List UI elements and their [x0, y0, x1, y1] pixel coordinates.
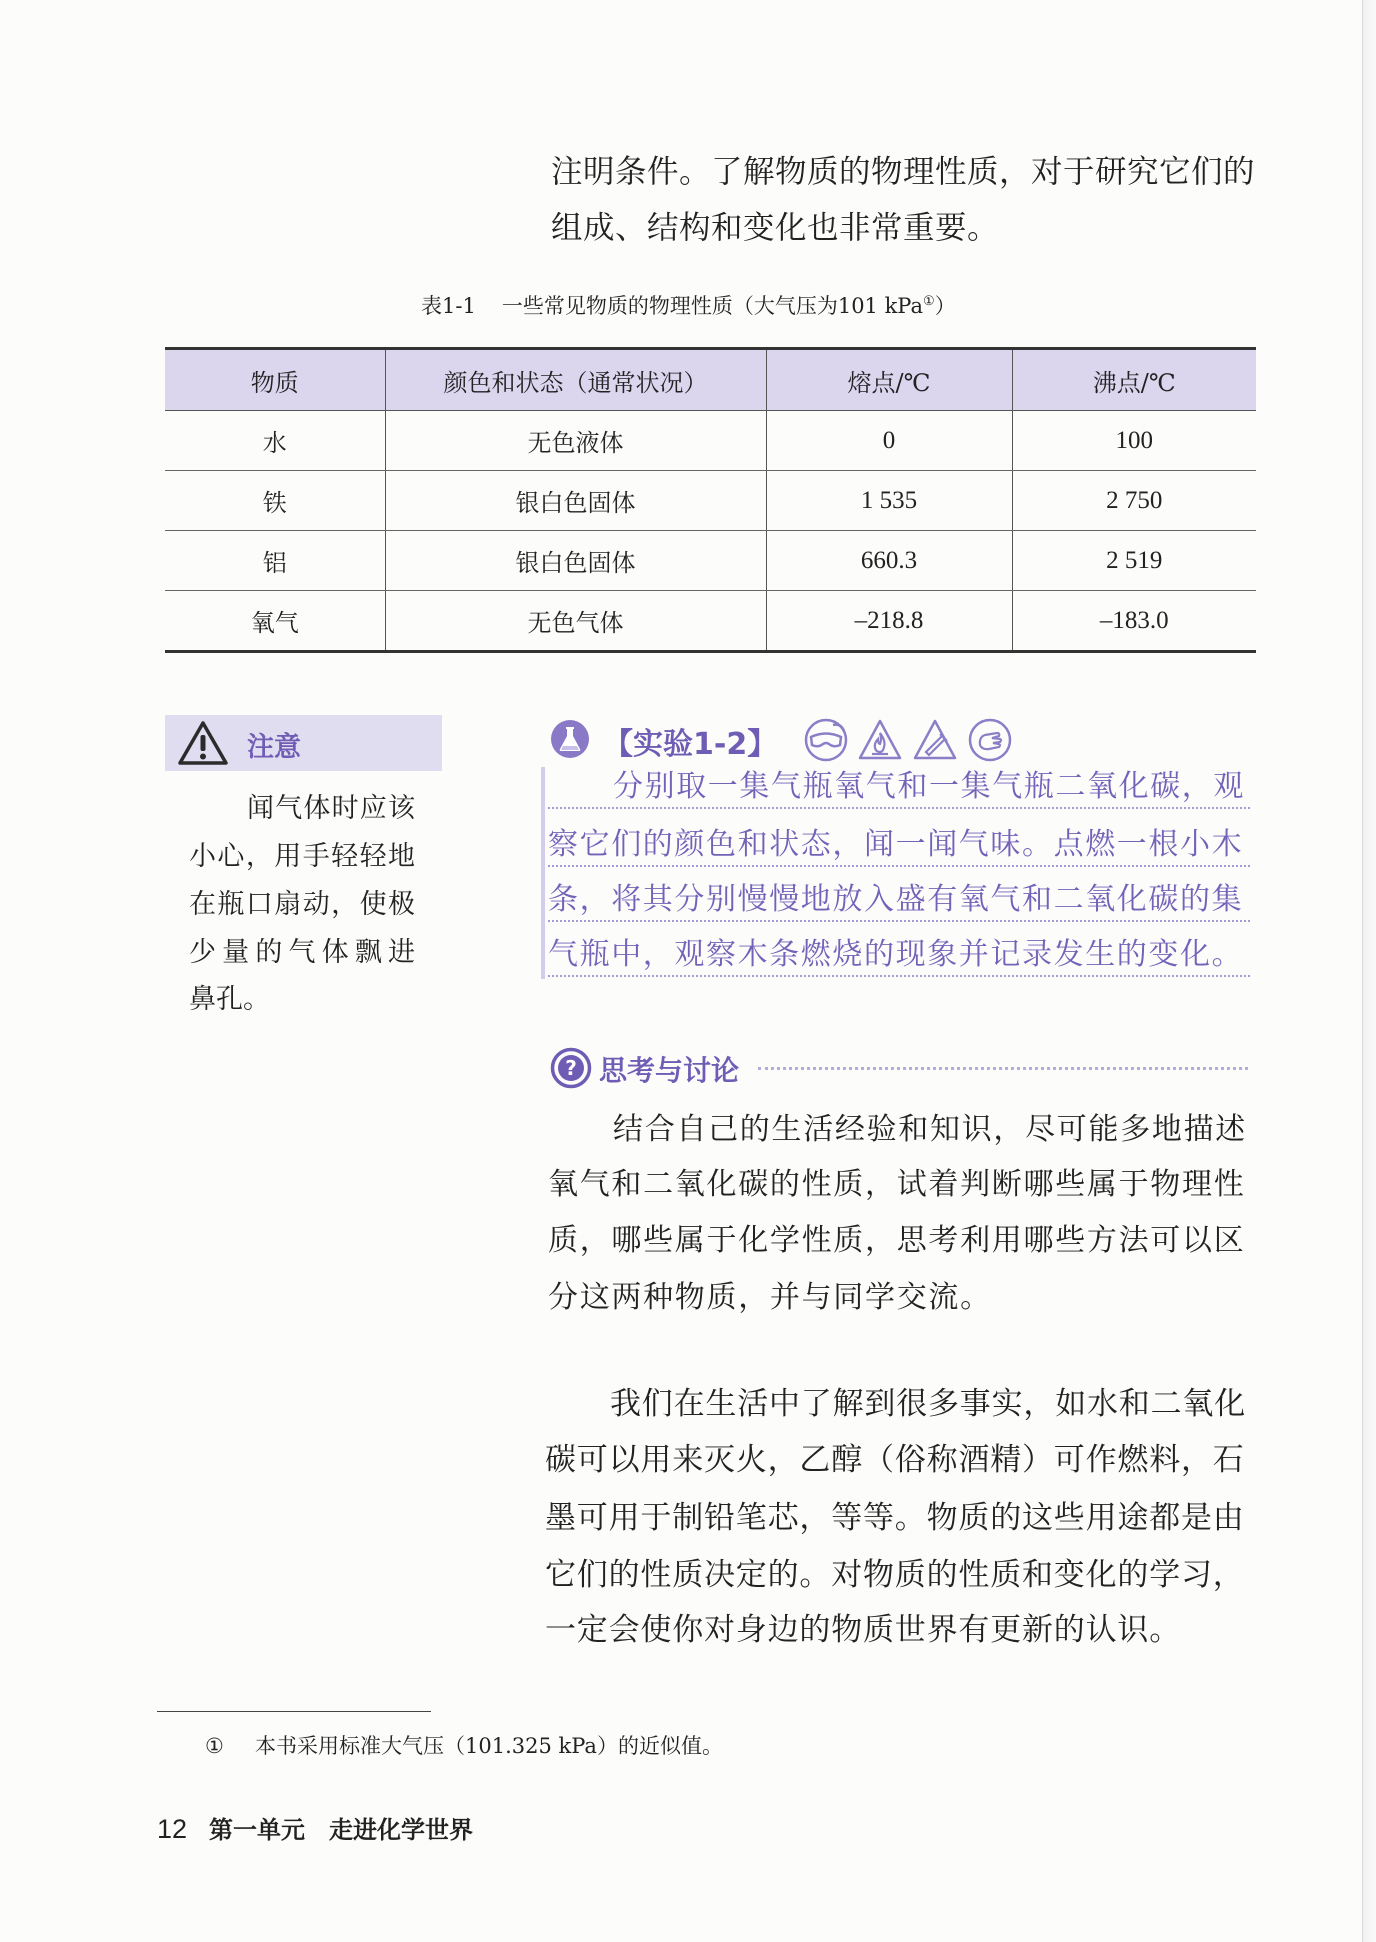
table-cell: 银白色固体	[385, 471, 766, 531]
table-header-row	[165, 349, 1256, 411]
warning-icon	[177, 719, 229, 771]
discussion-title: 思考与讨论	[599, 1054, 740, 1087]
table-caption-text: 一些常见物质的物理性质（大气压为101 kPa	[501, 294, 924, 318]
page-edge-shadow	[1363, 0, 1376, 1942]
table-row	[165, 411, 1256, 471]
experiment-line: 分别取一集气瓶氧气和一集气瓶二氧化碳，观	[548, 767, 1250, 809]
table-cell: 铝	[165, 531, 385, 591]
table-cell: 铁	[165, 471, 385, 531]
experiment-line: 气瓶中，观察木条燃烧的现象并记录发生的变化。	[548, 935, 1250, 977]
table-cell: 无色气体	[385, 591, 766, 652]
experiment-line: 条，将其分别慢慢地放入盛有氧气和二氧化碳的集	[548, 880, 1250, 922]
table-cell: 无色液体	[385, 411, 766, 471]
footnote	[205, 1730, 723, 1760]
column-header-boiling-point: 沸点/℃	[1012, 349, 1256, 411]
column-header-appearance: 颜色和状态（通常状况）	[385, 349, 766, 411]
table-row	[165, 591, 1256, 652]
table-cell: 100	[1012, 411, 1256, 471]
page-number: 12	[157, 1814, 188, 1844]
table-cell: 银白色固体	[385, 531, 766, 591]
note-line: 鼻孔。	[189, 984, 270, 1015]
footnote-reference: ①	[923, 294, 935, 309]
note-line: 小心，用手轻轻地	[189, 841, 415, 872]
table-caption-close: ）	[934, 294, 956, 318]
table-cell: 氧气	[165, 591, 385, 652]
table-row	[165, 471, 1256, 531]
table-cell: 2 750	[1012, 471, 1256, 531]
intro-line: 组成、结构和变化也非常重要。	[551, 210, 1000, 246]
properties-table	[165, 347, 1256, 653]
body-line: 碳可以用来灭火，乙醇（俗称酒精）可作燃料，石	[545, 1442, 1245, 1478]
table-cell: 水	[165, 411, 385, 471]
note-line: 少量的气体飘进	[189, 937, 415, 968]
question-icon	[550, 1047, 592, 1093]
column-header-substance: 物质	[165, 349, 385, 411]
experiment-title: 【实验1-2】	[603, 727, 778, 762]
intro-line: 注明条件。了解物质的物理性质，对于研究它们的	[551, 154, 1256, 190]
open-flame-icon	[857, 717, 903, 767]
table-cell: –183.0	[1012, 591, 1256, 652]
body-line: 一定会使你对身边的物质世界有更新的认识。	[545, 1612, 1181, 1648]
table-cell: 2 519	[1012, 531, 1256, 591]
table-row	[165, 531, 1256, 591]
caution-icon	[912, 717, 958, 767]
wash-hands-icon	[967, 717, 1013, 767]
note-title: 注意	[247, 732, 301, 763]
page-footer	[157, 1810, 473, 1845]
footnote-text: 本书采用标准大气压（101.325 kPa）的近似值。	[255, 1734, 723, 1758]
note-line: 闻气体时应该	[247, 793, 415, 824]
footnote-rule	[157, 1711, 431, 1712]
discussion-line: 氧气和二氧化碳的性质，试着判断哪些属于物理性	[548, 1167, 1246, 1202]
table-caption	[421, 290, 956, 320]
note-line: 在瓶口扇动，使极	[189, 889, 415, 920]
table-cell: –218.8	[766, 591, 1012, 652]
table-cell: 0	[766, 411, 1012, 471]
goggles-icon	[803, 717, 849, 767]
unit-title: 第一单元 走进化学世界	[209, 1816, 474, 1844]
column-header-melting-point: 熔点/℃	[766, 349, 1012, 411]
discussion-divider	[758, 1067, 1248, 1070]
body-line: 我们在生活中了解到很多事实，如水和二氧化	[610, 1386, 1246, 1422]
footnote-mark: ①	[205, 1734, 224, 1758]
experiment-side-bar	[541, 767, 545, 979]
table-cell: 660.3	[766, 531, 1012, 591]
discussion-line: 分这两种物质，并与同学交流。	[548, 1280, 992, 1315]
body-line: 它们的性质决定的。对物质的性质和变化的学习，	[545, 1557, 1245, 1593]
note-header	[165, 715, 442, 771]
body-line: 墨可用于制铅笔芯，等等。物质的这些用途都是由	[545, 1500, 1245, 1536]
experiment-line: 察它们的颜色和状态，闻一闻气味。点燃一根小木	[548, 825, 1250, 867]
svg-text:?: ?	[565, 1056, 577, 1080]
discussion-line: 结合自己的生活经验和知识，尽可能多地描述	[613, 1112, 1247, 1147]
table-cell: 1 535	[766, 471, 1012, 531]
discussion-line: 质，哪些属于化学性质，思考利用哪些方法可以区	[548, 1223, 1246, 1258]
flask-icon	[550, 719, 590, 763]
table-caption-label: 表1-1	[421, 294, 476, 318]
